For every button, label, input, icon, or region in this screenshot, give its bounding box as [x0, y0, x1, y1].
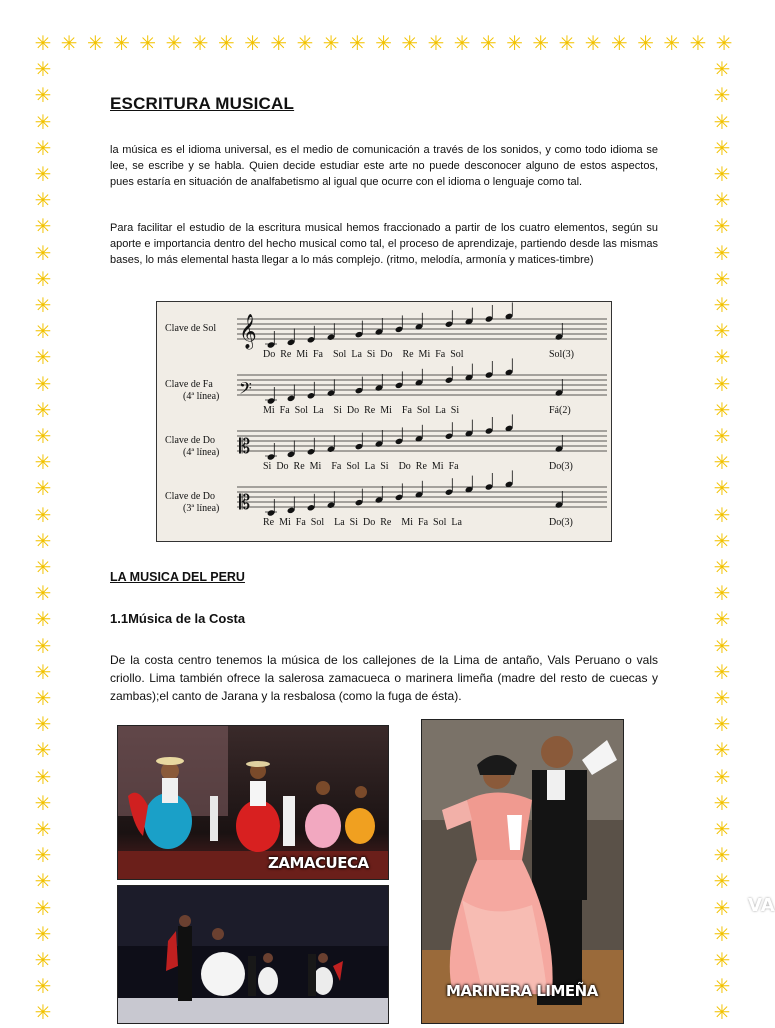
costa-paragraph: De la costa centro tenemos la música de los callejones de la Lima de antaño, Vals Peruano o vals criollo. Lima también ofrece la salerosa zamacueca o marinera limeña (madre del resto de cuecas y zambas);el canto de Jarana y la resbalosa (como la fuga de ésta). — [110, 653, 658, 703]
border-star-icon: ✳ — [34, 240, 52, 265]
border-star-icon: ✳ — [34, 266, 52, 291]
border-star-icon: ✳ — [34, 948, 52, 972]
border-star-icon: ✳ — [713, 266, 731, 291]
border-star-icon: ✳ — [34, 764, 52, 789]
marinera-photo-art — [422, 720, 623, 1023]
border-star-icon: ✳ — [34, 843, 52, 868]
border-star-icon: ✳ — [34, 135, 52, 160]
note-names: Do Re Mi Fa Sol La Si Do Re Mi Fa Sol — [263, 349, 464, 360]
marinera-photo — [421, 719, 624, 1024]
note-names: Mi Fa Sol La Si Do Re Mi Fa Sol La Si — [263, 405, 460, 416]
border-star-icon: ✳ — [139, 31, 157, 55]
border-star-icon: ✳ — [713, 974, 731, 999]
border-star-icon: ✳ — [713, 424, 731, 448]
border-star-icon: ✳ — [34, 1000, 52, 1025]
study-paragraph: Para facilitar el estudio de la escritura musical hemos fraccionado a partir de los cuatro elementos, según su aporte e importancia dentro del hecho musical como tal, el proceso de aprendizaje, partiendo desde las mismas bases, lo más elemental hasta llegar a lo más complejo. (ritmo, melodía, armonía y matices-timbre) — [110, 222, 658, 266]
border-star-icon: ✳ — [713, 240, 731, 265]
border-star-icon: ✳ — [34, 895, 52, 920]
border-star-icon: ✳ — [34, 214, 52, 239]
border-star-icon: ✳ — [34, 319, 52, 344]
note-names: Si Do Re Mi Fa Sol La Si Do Re Mi Fa — [263, 461, 459, 472]
border-star-icon: ✳ — [713, 712, 731, 737]
border-star-icon: ✳ — [427, 31, 445, 55]
subsection-heading-costa: 1.1Música de la Costa — [110, 611, 246, 626]
border-star-icon: ✳ — [34, 921, 52, 946]
border-star-icon: ✳ — [34, 659, 52, 684]
border-star-icon: ✳ — [34, 817, 52, 841]
border-star-icon: ✳ — [34, 581, 52, 606]
stage-dancers-photo — [117, 885, 389, 1024]
border-star-icon: ✳ — [34, 502, 52, 527]
border-star-icon: ✳ — [244, 31, 261, 55]
border-star-icon: ✳ — [713, 371, 731, 396]
border-star-icon: ✳ — [34, 738, 52, 763]
border-star-icon: ✳ — [506, 31, 523, 55]
final-note-name: Fá(2) — [549, 405, 571, 416]
border-star-icon: ✳ — [713, 633, 731, 658]
border-star-icon: ✳ — [713, 1000, 731, 1025]
stage-dancers-photo-art — [118, 886, 388, 1023]
border-star-icon: ✳ — [713, 83, 731, 108]
clef-icon: 𝄞 — [239, 314, 257, 349]
clef-sublabel: (3ª línea) — [183, 503, 220, 514]
zamacueca-photo — [117, 725, 389, 880]
border-star-icon: ✳ — [713, 581, 731, 606]
border-star-icon: ✳ — [713, 476, 731, 501]
border-star-icon: ✳ — [453, 31, 471, 55]
music-notation-figure — [156, 301, 612, 542]
note-names: Re Mi Fa Sol La Si Do Re Mi Fa Sol La — [263, 517, 462, 528]
border-star-icon: ✳ — [713, 555, 731, 579]
clef-label: Clave de Do — [165, 435, 215, 446]
section-heading-peru: LA MUSICA DEL PERU — [110, 570, 245, 584]
clef-sublabel: (4ª línea) — [183, 447, 220, 458]
border-star-icon: ✳ — [713, 293, 731, 317]
border-star-icon: ✳ — [713, 764, 731, 789]
border-star-icon: ✳ — [34, 712, 52, 737]
final-note-name: Sol(3) — [549, 349, 574, 360]
border-star-icon: ✳ — [713, 607, 731, 632]
border-star-icon: ✳ — [34, 83, 52, 108]
border-star-icon: ✳ — [34, 607, 52, 632]
border-star-icon: ✳ — [34, 397, 52, 422]
border-star-icon: ✳ — [34, 109, 52, 134]
border-star-icon: ✳ — [713, 738, 731, 763]
border-star-icon: ✳ — [713, 214, 731, 239]
border-star-icon: ✳ — [218, 31, 235, 55]
clef-icon: 𝄡 — [239, 490, 251, 514]
border-star-icon: ✳ — [34, 974, 52, 999]
border-star-icon: ✳ — [713, 502, 731, 527]
clef-label: Clave de Sol — [165, 323, 217, 334]
border-star-icon: ✳ — [689, 31, 707, 55]
border-star-icon: ✳ — [532, 31, 550, 55]
border-star-icon: ✳ — [34, 424, 52, 448]
border-star-icon: ✳ — [713, 843, 731, 868]
border-star-icon: ✳ — [34, 293, 52, 317]
border-star-icon: ✳ — [165, 31, 183, 55]
border-star-icon: ✳ — [584, 31, 602, 55]
border-star-icon: ✳ — [191, 31, 209, 55]
border-star-icon: ✳ — [713, 57, 731, 82]
border-star-icon: ✳ — [349, 31, 366, 55]
border-star-icon: ✳ — [713, 686, 731, 710]
marinera-caption: MARINERA LIMEÑA — [446, 982, 598, 1000]
border-star-icon: ✳ — [713, 397, 731, 422]
border-star-icon: ✳ — [34, 869, 52, 894]
border-star-icon: ✳ — [713, 659, 731, 684]
zamacueca-caption: ZAMACUECA — [268, 854, 369, 872]
border-star-icon: ✳ — [34, 686, 52, 710]
border-star-icon: ✳ — [715, 31, 733, 55]
border-star-icon: ✳ — [713, 109, 731, 134]
border-star-icon: ✳ — [713, 135, 731, 160]
edge-watermark-text: VA — [748, 895, 775, 916]
border-star-icon: ✳ — [713, 817, 731, 841]
border-star-icon: ✳ — [713, 948, 731, 972]
border-star-icon: ✳ — [611, 31, 628, 55]
border-star-icon: ✳ — [34, 162, 52, 186]
border-star-icon: ✳ — [713, 869, 731, 894]
border-star-icon: ✳ — [34, 57, 52, 82]
border-star-icon: ✳ — [663, 31, 681, 55]
clef-label: Clave de Do — [165, 491, 215, 502]
border-star-icon: ✳ — [713, 921, 731, 946]
border-star-icon: ✳ — [713, 319, 731, 344]
clef-icon: 𝄡 — [239, 434, 251, 458]
border-star-icon: ✳ — [480, 31, 497, 55]
border-star-icon: ✳ — [558, 31, 576, 55]
final-note-name: Do(3) — [549, 461, 573, 472]
border-star-icon: ✳ — [637, 31, 654, 55]
border-star-icon: ✳ — [713, 895, 731, 920]
border-star-icon: ✳ — [713, 528, 731, 553]
border-star-icon: ✳ — [34, 31, 52, 55]
border-star-icon: ✳ — [375, 31, 392, 55]
final-note-name: Do(3) — [549, 517, 573, 528]
border-star-icon: ✳ — [34, 188, 52, 213]
border-star-icon: ✳ — [113, 31, 130, 55]
staff-diagram — [157, 302, 611, 541]
border-star-icon: ✳ — [322, 31, 340, 55]
border-star-icon: ✳ — [270, 31, 288, 55]
border-star-icon: ✳ — [34, 528, 52, 553]
border-star-icon: ✳ — [34, 555, 52, 579]
border-star-icon: ✳ — [34, 450, 52, 475]
border-star-icon: ✳ — [34, 371, 52, 396]
border-star-icon: ✳ — [34, 345, 52, 370]
border-star-icon: ✳ — [713, 162, 731, 186]
border-star-icon: ✳ — [34, 633, 52, 658]
clef-label: Clave de Fa — [165, 379, 213, 390]
border-star-icon: ✳ — [296, 31, 314, 55]
border-star-icon: ✳ — [34, 476, 52, 501]
intro-paragraph: la música es el idioma universal, es el medio de comunicación a través de los sonidos, y como todo idioma se lee, se escribe y se habla. Quien decide estudiar este arte no puede desconocer alguno de estos aspectos, pues estaría en situación de analfabetismo al igual que ocurre con el idioma o lenguaje como tal. — [110, 144, 658, 188]
border-star-icon: ✳ — [713, 345, 731, 370]
border-star-icon: ✳ — [34, 790, 52, 815]
border-star-icon: ✳ — [713, 450, 731, 475]
clef-icon: 𝄢 — [239, 378, 252, 402]
border-star-icon: ✳ — [713, 790, 731, 815]
border-star-icon: ✳ — [713, 188, 731, 213]
border-star-icon: ✳ — [87, 31, 104, 55]
page-title: ESCRITURA MUSICAL — [110, 94, 295, 113]
border-star-icon: ✳ — [60, 31, 78, 55]
clef-sublabel: (4ª línea) — [183, 391, 220, 402]
border-star-icon: ✳ — [401, 31, 419, 55]
